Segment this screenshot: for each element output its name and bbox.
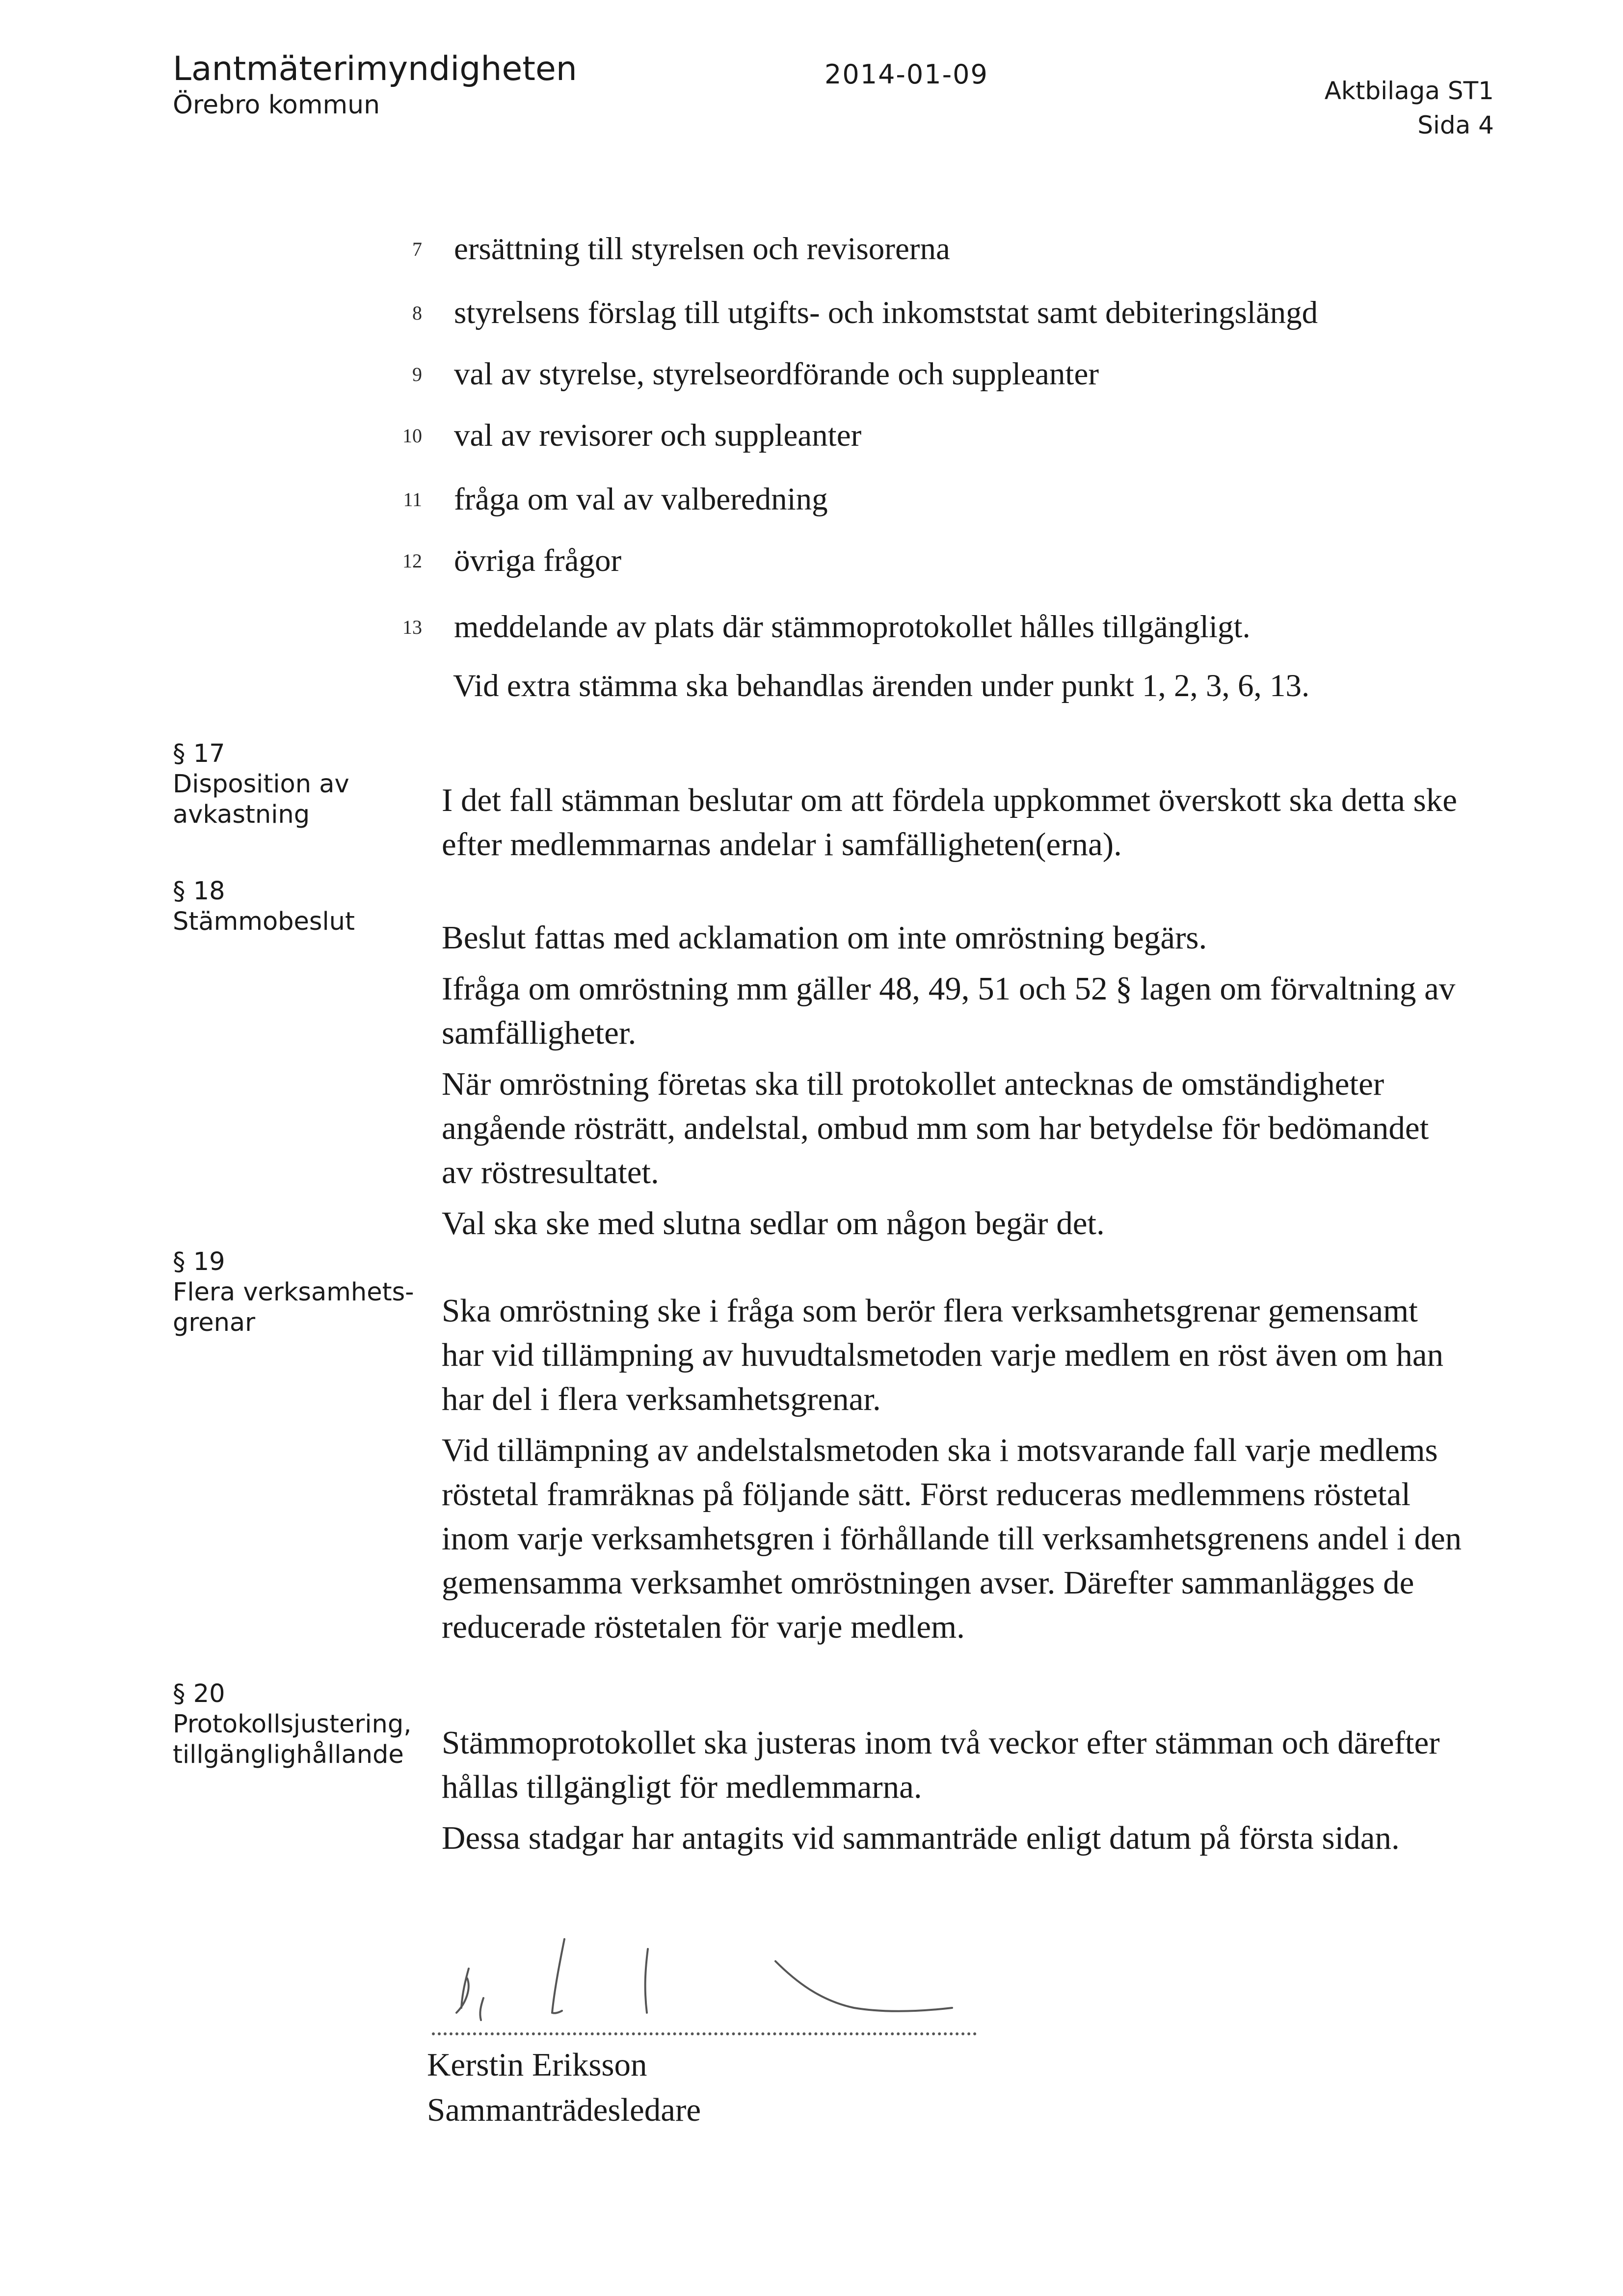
section-title-line: grenar: [173, 1308, 256, 1337]
section-paragraph: Ska omröstning ske i fråga som berör flera verksamhetsgrenar gemensamt har vid tillämpning av huvudtalsmetoden varje medlem en röst även om han har del i flera verksamhetsgrenar.: [442, 1293, 1444, 1417]
section-paragraph: När omröstning företas ska till protokollet antecknas de omständigheter angående rösträtt, andelstal, ombud mm som har betydelse för bedömandet av röstresultatet.: [442, 1066, 1429, 1190]
organization-name: Lantmäterimyndigheten: [173, 50, 577, 88]
agenda-item-text: val av revisorer och suppleanter: [454, 418, 862, 453]
agenda-item-number: 12: [402, 550, 422, 572]
signer-role: Sammanträdesledare: [427, 2092, 701, 2128]
section-paragraph: Ifråga om omröstning mm gäller 48, 49, 51 och 52 § lagen om förvaltning av samfälligheter.: [442, 971, 1456, 1051]
header-right: [1325, 74, 1494, 142]
agenda-item-text: styrelsens förslag till utgifts- och inkomststat samt debiteringslängd: [454, 295, 1318, 330]
section-number: § 17: [173, 739, 225, 768]
municipality-name: Örebro kommun: [173, 90, 380, 120]
agenda-item-number: 9: [412, 363, 422, 385]
section-19-label: [173, 1247, 414, 1338]
agenda-item-number: 13: [402, 616, 422, 638]
agenda-item-number: 11: [403, 488, 422, 511]
section-paragraph: I det fall stämman beslutar om att fördela uppkommet överskott ska detta ske efter medlemmarnas andelar i samfälligheten(erna).: [442, 782, 1457, 863]
signer-block: [427, 2042, 701, 2133]
section-18-label: [173, 876, 355, 937]
signer-name: Kerstin Eriksson: [427, 2047, 647, 2083]
header-left: [173, 49, 577, 121]
agenda-item-text: fråga om val av valberedning: [454, 482, 828, 517]
agenda-item-number: 8: [412, 302, 422, 324]
section-title-line: Stämmobeslut: [173, 907, 355, 936]
section-paragraph: Beslut fattas med acklamation om inte omröstning begärs.: [442, 919, 1207, 956]
agenda-item-text: meddelande av plats där stämmoprotokollet hålles tillgängligt.: [454, 609, 1251, 645]
signature-line: [432, 2032, 977, 2035]
section-paragraph: Vid tillämpning av andelstalsmetoden ska i motsvarande fall varje medlems röstetal framräknas på följande sätt. Först reduceras medlemmens röstetal inom varje verksamhetsgren i förhållande till verksamhetsgrenens andel i den gemensamma verksamhet omröstningen avser. Därefter sammanlägges de reducerade röstetalen för varje medlem.: [442, 1432, 1462, 1645]
section-17-body: [442, 778, 1463, 873]
agenda-item-text: ersättning till styrelsen och revisorerna: [454, 231, 950, 267]
document-reference: Aktbilaga ST1: [1324, 77, 1494, 105]
agenda-item-text: val av styrelse, styrelseordförande och suppleanter: [454, 356, 1099, 392]
section-paragraph: Dessa stadgar har antagits vid sammanträde enligt datum på första sidan.: [442, 1820, 1400, 1856]
section-paragraph: Stämmoprotokollet ska justeras inom två veckor efter stämman och därefter hållas tillgängligt för medlemmarna.: [442, 1725, 1440, 1805]
section-17-label: [173, 739, 349, 830]
page-number: Sida 4: [1417, 111, 1494, 139]
section-title-line: Protokollsjustering,: [173, 1710, 412, 1739]
agenda-item-text: övriga frågor: [454, 543, 622, 578]
section-20-label: [173, 1679, 411, 1770]
agenda-item-number: 7: [412, 238, 422, 260]
section-20-body: [442, 1721, 1463, 1867]
section-title-line: Disposition av: [173, 770, 349, 799]
section-18-body: [442, 916, 1463, 1252]
section-paragraph: Val ska ske med slutna sedlar om någon begär det.: [442, 1205, 1105, 1242]
document-date: 2014-01-09: [825, 59, 988, 90]
section-number: § 19: [173, 1247, 225, 1276]
section-number: § 18: [173, 877, 225, 906]
section-title-line: Flera verksamhets-: [173, 1278, 414, 1307]
section-number: § 20: [173, 1679, 225, 1708]
section-title-line: tillgänglighållande: [173, 1740, 404, 1769]
section-title-line: avkastning: [173, 800, 310, 829]
extra-meeting-note: Vid extra stämma ska behandlas ärenden under punkt 1, 2, 3, 6, 13.: [453, 668, 1310, 703]
agenda-item-number: 10: [402, 425, 422, 447]
section-19-body: [442, 1289, 1463, 1656]
handwritten-signature: [432, 1934, 982, 2032]
